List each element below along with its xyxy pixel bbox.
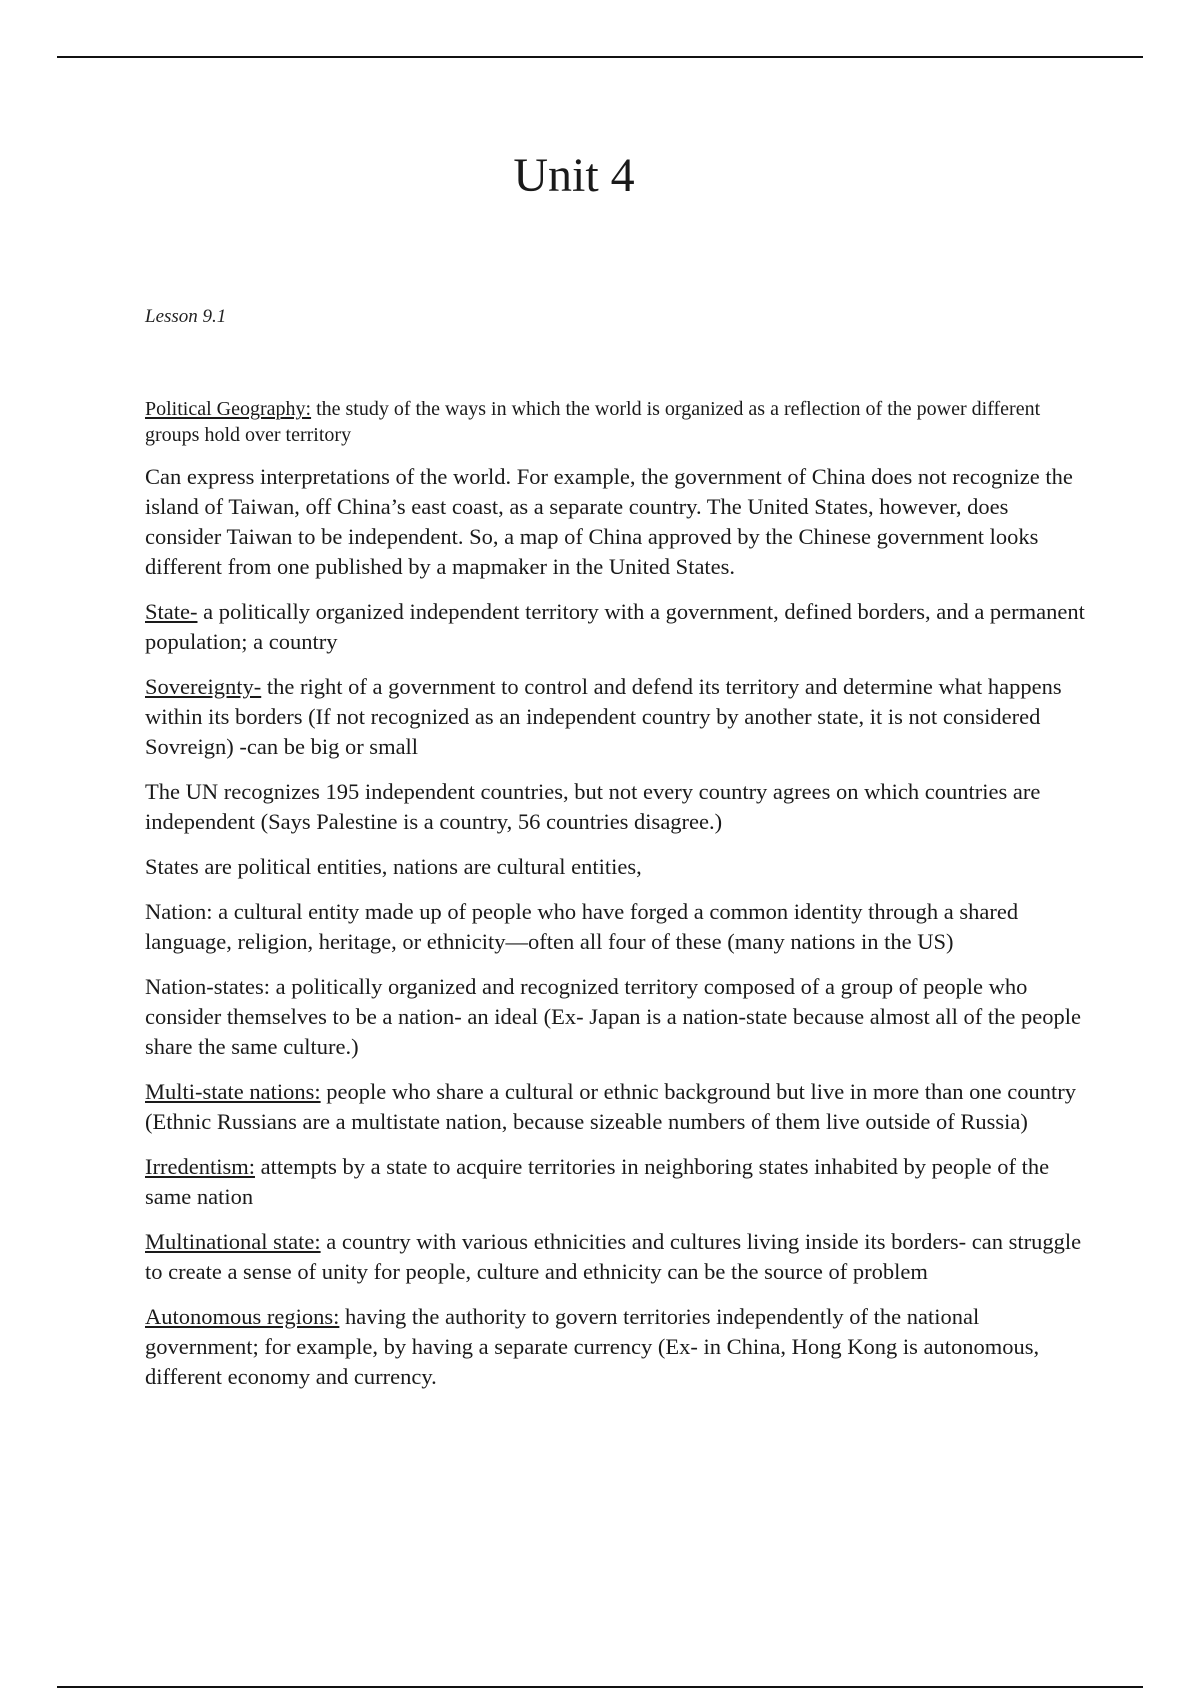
paragraph-political-geography — [145, 396, 1090, 448]
paragraph-text: States are political entities, nations are cultural entities, — [145, 854, 642, 879]
notes-body — [145, 396, 1090, 1407]
paragraph-multinational-state — [145, 1227, 1090, 1287]
paragraph-text: Can express interpretations of the world. For example, the government of China does not recognize the island of Taiwan, off China’s east coast, as a separate country. The United States, however, does consider Taiwan to be independent. So, a map of China approved by the Chinese government looks different from one published by a mapmaker in the United States. — [145, 464, 1073, 579]
paragraph-un-recognition — [145, 777, 1090, 837]
definition-multi-state-nations: people who share a cultural or ethnic background but live in more than one country (Ethnic Russians are a multistate nation, because sizeable numbers of them live outside of Russia) — [145, 1079, 1076, 1134]
bottom-rule — [57, 1686, 1143, 1688]
term-multinational-state: Multinational state: — [145, 1229, 321, 1254]
top-rule — [57, 56, 1143, 58]
paragraph-states-vs-nations — [145, 852, 1090, 882]
paragraph-state — [145, 597, 1090, 657]
paragraph-text: Nation-states: a politically organized and recognized territory composed of a group of people who consider themselves to be a nation- an ideal (Ex- Japan is a nation-state because almost all of the people share the same culture.) — [145, 974, 1081, 1059]
paragraph-text: Nation: a cultural entity made up of people who have forged a common identity through a shared language, religion, heritage, or ethnicity—often all four of these (many nations in the US) — [145, 899, 1019, 954]
definition-multinational-state: a country with various ethnicities and cultures living inside its borders- can struggle to create a sense of unity for people, culture and ethnicity can be the source of problem — [145, 1229, 1082, 1284]
term-political-geography: Political Geography: — [145, 398, 312, 420]
paragraph-autonomous-regions — [145, 1302, 1090, 1392]
term-multi-state-nations: Multi-state nations: — [145, 1079, 321, 1104]
term-autonomous-regions: Autonomous regions: — [145, 1304, 340, 1329]
paragraph-china-taiwan — [145, 462, 1090, 582]
definition-state: a politically organized independent territory with a government, defined borders, and a permanent population; a country — [145, 599, 1085, 654]
definition-autonomous-regions: having the authority to govern territories independently of the national government; for example, by having a separate currency (Ex- in China, Hong Kong is autonomous, different economy and currency. — [145, 1304, 1040, 1389]
term-state: State- — [145, 599, 198, 624]
paragraph-irredentism — [145, 1152, 1090, 1212]
page-title: Unit 4 — [513, 149, 635, 202]
paragraph-text: The UN recognizes 195 independent countries, but not every country agrees on which countries are independent (Says Palestine is a country, 56 countries disagree.) — [145, 779, 1041, 834]
term-sovereignty: Sovereignty- — [145, 674, 262, 699]
definition-irredentism: attempts by a state to acquire territories in neighboring states inhabited by people of the same nation — [145, 1154, 1050, 1209]
term-irredentism: Irredentism: — [145, 1154, 255, 1179]
paragraph-multi-state-nations — [145, 1077, 1090, 1137]
paragraph-nation-states — [145, 972, 1090, 1062]
paragraph-nation — [145, 897, 1090, 957]
lesson-label: Lesson 9.1 — [145, 306, 227, 327]
paragraph-sovereignty — [145, 672, 1090, 762]
definition-sovereignty: the right of a government to control and defend its territory and determine what happens within its borders (If not recognized as an independent country by another state, it is not considered Sovreign) -can be big or small — [145, 674, 1062, 759]
definition-political-geography: the study of the ways in which the world is organized as a reflection of the power different groups hold over territory — [145, 398, 1041, 446]
